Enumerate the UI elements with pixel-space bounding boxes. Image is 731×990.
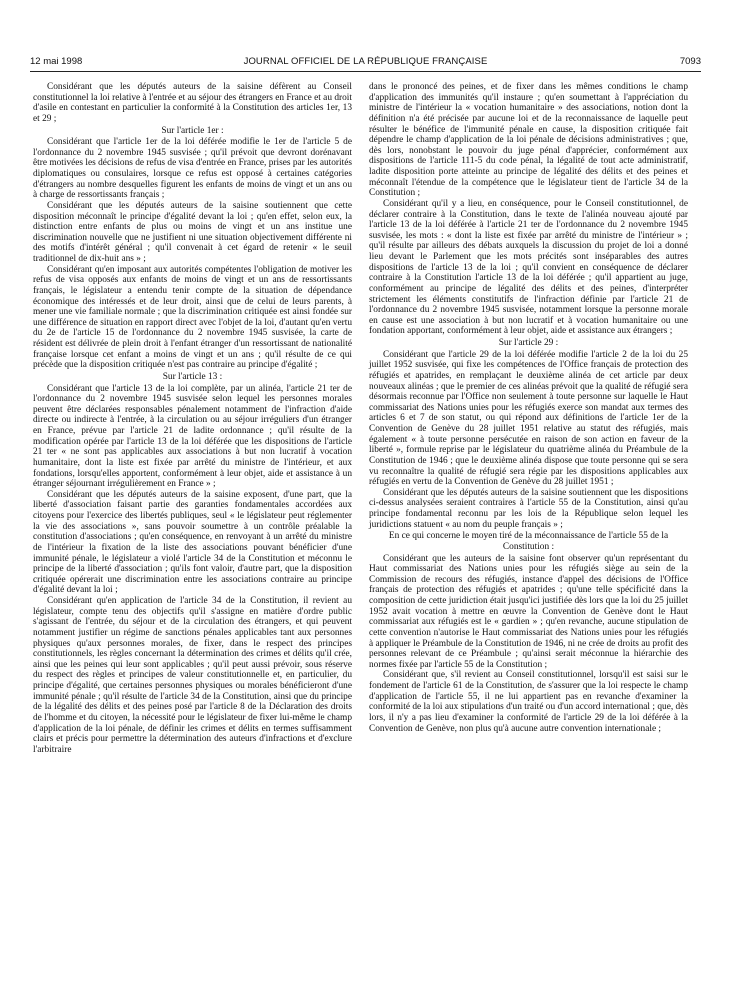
section-heading: Sur l'article 13 : (162, 371, 223, 382)
page-header (30, 56, 701, 70)
paragraph: Considérant que l'article 29 de la loi déférée modifie l'article 2 de la loi du 25 juillet 1952 susvisée, qui fixe les compétences de l'Office français de protection des réfugiés et apatrides, en remplaçant le deuxième alinéa de cet article par deux nouveaux alinéas ; que le premier de ces alinéas prévoit que la qualité de réfugié sera désormais reconnue par l'Office non seulement à toute personne sur laquelle le Haut commissariat des Nations unies pour les réfugiés exerce son mandat aux termes des articles 6 et 7 de son statut, ou qui répond aux définitions de l'article 1er de la Convention de Genève du 28 juillet 1951 relative au statut des réfugiés, mais également « à toute personne persécutée en raison de son action en faveur de la liberté », formule reprise par le législateur du quatrième alinéa du Préambule de la Constitution de 1946 ; que le deuxième alinéa dispose que toute personne qui se sera vu reconnaître la qualité de réfugié sera régie par les dispositions applicables aux réfugiés en vertu de la Convention de Genève du 28 juillet 1951 ; (369, 349, 688, 488)
paragraph: Considérant que les députés auteurs de la saisine défèrent au Conseil constitutionnel la loi relative à l'entrée et au séjour des étrangers en France et au droit d'asile en contestant en particulier la conformité à la Constitution des articles 1er, 13 et 29 ; (33, 82, 352, 124)
header-rule (30, 71, 701, 72)
paragraph: Considérant que, s'il revient au Conseil constitutionnel, lorsqu'il est saisi sur le fondement de l'article 61 de la Constitution, de s'assurer que la loi respecte le champ d'application de l'article 55, il ne lui appartient pas en revanche d'examiner la conformité de la loi aux stipulations d'un traité ou d'un accord international ; que, dès lors, il n'y a pas lieu d'examiner la conformité de l'article 29 de la loi déférée à la Convention de Genève, non plus qu'à aucune autre convention internationale ; (369, 670, 688, 734)
page-number: 7093 (679, 56, 701, 67)
paragraph: Considérant que l'article 1er de la loi déférée modifie le 1er de l'article 5 de l'ordonnance du 2 novembre 1945 susvisée ; qu'il prévoit que devront dorénavant être motivées les décisions de refus de visa d'entrée en France, prises par les autorités diplomatiques ou consulaires, lorsque ce refus est opposé à certaines catégories d'étrangers au nombre desquelles figurent les enfants de moins de vingt et un ans ou à charge de ressortissants français ; (33, 137, 352, 201)
paragraph: Considérant que l'article 13 de la loi complète, par un alinéa, l'article 21 ter de l'ordonnance du 2 novembre 1945 susvisée selon lequel les personnes morales peuvent être déclarées responsables pénalement notamment de l'infraction d'aide directe ou indirecte à l'entrée, à la circulation ou au séjour irréguliers d'un étranger en France, prévue par l'article 21 de ladite ordonnance ; qu'il résulte de la modification opérée par l'article 13 de la loi déférée que les dispositions de l'article 21 ter « ne sont pas applicables aux associations à but non lucratif à vocation humanitaire, dont la liste est fixée par arrêté du ministre de l'intérieur, et aux fondations, lorsqu'elles apportent, conformément à leur objet, aide et assistance à un étranger séjournant irrégulièrement en France » ; (33, 383, 352, 490)
paragraph: Considérant que les députés auteurs de la saisine exposent, d'une part, que la liberté d'association faisant partie des garanties fondamentales accordées aux citoyens pour l'exercice des libertés publiques, seul « le législateur peut réglementer la vie des associations », sans pouvoir soumettre à un contrôle préalable la constitution d'associations ; qu'en conséquence, en renvoyant à un arrêté du ministre de l'intérieur la fixation de la liste des associations pouvant bénéficier d'une immunité pénale, le législateur a violé l'article 34 de la Constitution et méconnu le principe de la liberté d'association ; qu'ils font valoir, d'autre part, que la disposition critiquée opérerait une discrimination entre les associations contraire au principe d'égalité devant la loi ; (33, 489, 352, 596)
right-column (369, 82, 688, 734)
paragraph: dans le prononcé des peines, et de fixer dans les mêmes conditions le champ d'application des immunités qu'il instaure ; qu'en soumettant à l'appréciation du ministre de l'intérieur la « vocation humanitaire » des associations, notion dont la définition n'a été précisée par aucune loi et de la reconnaissance de laquelle peut résulter le bénéfice de l'immunité pénale en cause, la disposition critiquée fait dépendre le champ d'application de la loi pénale de décisions administratives ; que, dès lors, nonobstant le pouvoir du juge pénal d'apprécier, conformément aux dispositions de l'article 111-5 du code pénal, la légalité de tout acte administratif, ladite disposition porte atteinte au principe de légalité des délits et des peines et méconnaît l'étendue de la compétence que le législateur tient de l'article 34 de la Constitution ; (369, 82, 688, 199)
section-heading: En ce qui concerne le moyen tiré de la méconnaissance de l'article 55 de la Constitution : (388, 531, 669, 552)
paragraph: Considérant que les députés auteurs de la saisine soutiennent que cette disposition méconnaît le principe d'égalité devant la loi ; qu'en effet, selon eux, la distinction entre enfants de plus ou moins de vingt et un ans institue une discrimination nouvelle que ne justifient ni une situation objectivement différente ni des motifs d'intérêt général ; qu'il convenait à cet égard de retenir « le seuil traditionnel de dix-huit ans » ; (33, 200, 352, 264)
header-date: 12 mai 1998 (30, 56, 83, 67)
paragraph: Considérant qu'en imposant aux autorités compétentes l'obligation de motiver les refus de visa opposés aux enfants de moins de vingt et un ans de ressortissants français, le législateur a entendu tenir compte de la situation de dépendance économique des intéressés et de leur droit, ainsi que de celui de leurs parents, à mener une vie familiale normale ; que la discrimination critiquée est ainsi fondée sur une différence de situation en rapport direct avec l'objet de la loi, d'autant qu'en vertu du 2e de l'article 15 de l'ordonnance du 2 novembre 1945 susvisée, la carte de résident est délivrée de plein droit à l'enfant étranger d'un ressortissant de nationalité française lorsque cet enfant a moins de vingt et un ans ; qu'il résulte de ce qui précède que la disposition critiquée n'est pas contraire au principe d'égalité ; (33, 264, 352, 371)
paragraph: Considérant que les auteurs de la saisine font observer qu'un représentant du Haut commissariat des Nations unies pour les réfugiés siège au sein de la Commission de recours des réfugiés, instance d'appel des décisions de l'Office français de protection des réfugiés et apatrides ; qu'une telle spécificité dans la composition de cette juridiction était jusqu'ici justifiée dès lors que la loi du 25 juillet 1952 avait vocation à mettre en œuvre la Convention de Genève dont le Haut commissariat aux réfugiés est le « gardien » ; qu'en revanche, aucune stipulation de cette convention n'autorise le Haut commissariat des Nations unies pour les réfugiés à appliquer le Préambule de la Constitution de 1946, ni ne crée de droits au profit des personnes relevant de ce Préambule ; qu'ainsi serait méconnue la hiérarchie des normes fixée par l'article 55 de la Constitution ; (369, 553, 688, 670)
journal-title: JOURNAL OFFICIEL DE LA RÉPUBLIQUE FRANÇAISE (243, 56, 488, 67)
left-column (33, 82, 352, 755)
section-heading: Sur l'article 1er : (161, 125, 224, 136)
section-heading: Sur l'article 29 : (498, 338, 559, 348)
paragraph: Considérant que les députés auteurs de la saisine soutiennent que les dispositions ci-dessus analysées seraient contraires à l'article 55 de la Constitution, ainsi qu'au principe fondamental reconnu par les lois de la République selon lequel les juridictions statuent « au nom du peuple français » ; (369, 487, 688, 530)
paragraph: Considérant qu'en application de l'article 34 de la Constitution, il revient au législateur, compte tenu des objectifs qu'il s'assigne en matière d'ordre public s'agissant de l'entrée, du séjour et de la circulation des étrangers, et qui peuvent notamment justifier un régime de sanctions pénales applicables tant aux personnes physiques qu'aux personnes morales, de fixer, dans le respect des principes constitutionnels, les règles concernant la détermination des crimes et délits qu'il crée, ainsi que les peines qui leur sont applicables ; qu'il peut aussi prévoir, sous réserve du respect des règles et principes de valeur constitutionnelle et, en particulier, du principe d'égalité, que certaines personnes physiques ou morales bénéficieront d'une immunité pénale ; qu'il résulte de l'article 34 de la Constitution, ainsi que du principe de la légalité des délits et des peines posé par l'article 8 de la Déclaration des droits de l'homme et du citoyen, la nécessité pour le législateur de fixer lui-même le champ d'application de la loi pénale, de définir les crimes et délits en termes suffisamment clairs et précis pour permettre la détermination des auteurs d'infractions et d'exclure l'arbitraire (33, 596, 352, 755)
paragraph: Considérant qu'il y a lieu, en conséquence, pour le Conseil constitutionnel, de déclarer contraire à la Constitution, dans le texte de l'alinéa nouveau ajouté par l'article 13 de la loi déférée à l'article 21 ter de l'ordonnance du 2 novembre 1945 susvisée, les mots : « dont la liste est fixée par arrêté du ministre de l'intérieur » ; qu'il résulte par ailleurs des débats auxquels la discussion du projet de loi a donné lieu devant le Parlement que les mots précités sont inséparables des autres dispositions de l'article 13 de la loi ; qu'il convient en conséquence de déclarer contraire à la Constitution l'article 13 de la loi déférée ; qu'il appartient au juge, conformément au principe de légalité des délits et des peines, d'interpréter strictement les éléments constitutifs de l'infraction définie par l'article 21 de l'ordonnance du 2 novembre 1945 susvisée, notamment lorsque la personne morale en cause est une association à but non lucratif et à vocation humanitaire ou une fondation apportant, conformément à leur objet, aide et assistance aux étrangers ; (369, 198, 688, 337)
